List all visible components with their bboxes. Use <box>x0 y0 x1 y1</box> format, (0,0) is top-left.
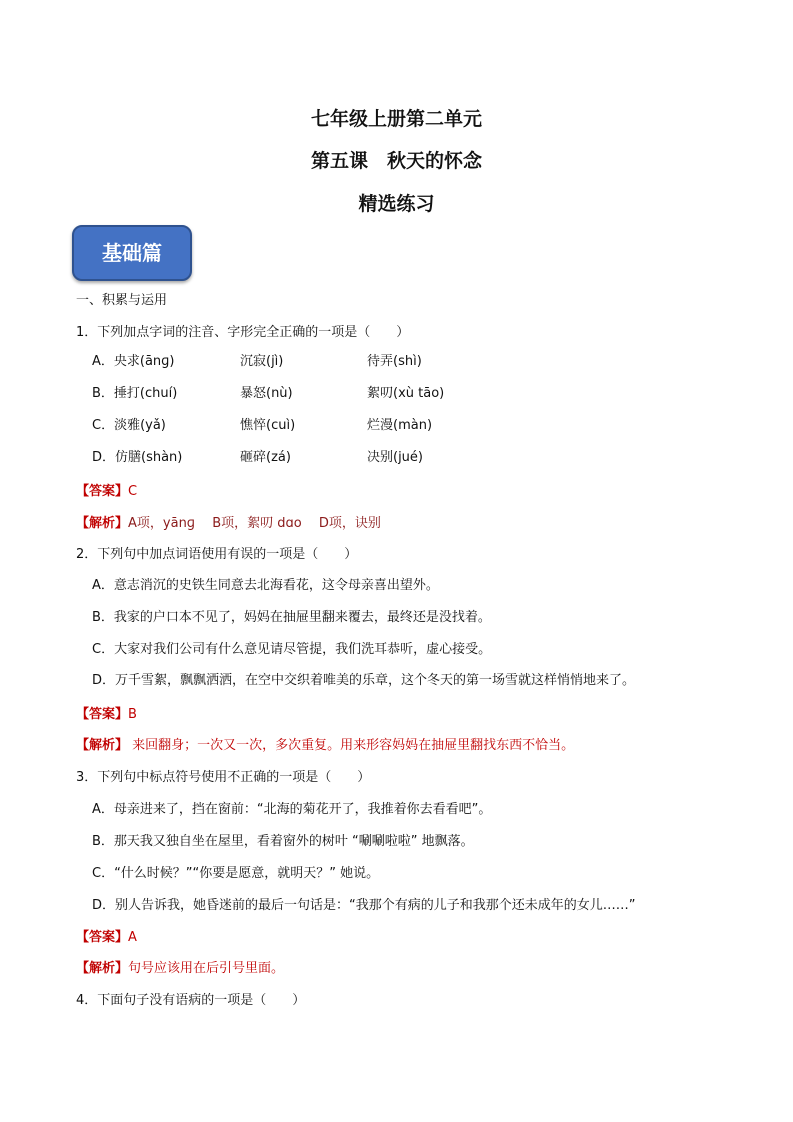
section-badge: 基础篇 <box>72 225 192 281</box>
q1-option-c-2: 憔悴(cuì) <box>240 418 296 433</box>
q2-option-c: C．大家对我们公司有什么意见请尽管提，我们洗耳恭听，虚心接受。 <box>92 642 492 657</box>
q2-answer <box>76 707 137 723</box>
answer-value: C <box>128 484 138 499</box>
q1-option-d-3: 决别(jué) <box>367 450 423 465</box>
q3-option-d: D．别人告诉我，她昏迷前的最后一句话是：“我那个有病的儿子和我那个还未成年的女儿……” <box>92 898 636 913</box>
lesson-title: 第五课 秋天的怀念 <box>310 150 482 172</box>
q1-option-a-3: 待弄(shì) <box>367 354 422 369</box>
exercise-title: 精选练习 <box>358 193 435 215</box>
q2-option-a: A．意志消沉的史铁生同意去北海看花，这令母亲喜出望外。 <box>92 578 439 593</box>
q1-option-a-2: 沉寂(jì) <box>240 354 284 369</box>
q3-answer <box>76 930 137 946</box>
answer-value: A <box>128 930 137 945</box>
q2-option-d: D．万千雪絮，飘飘洒洒，在空中交织着唯美的乐章，这个冬天的第一场雪就这样悄悄地来了。 <box>92 673 636 688</box>
answer-label: 【答案】 <box>76 707 129 722</box>
analysis-label: 【解析】 <box>76 961 129 976</box>
q2-option-b: B．我家的户口本不见了，妈妈在抽屉里翻来覆去，最终还是没找着。 <box>92 610 491 625</box>
analysis-text: 来回翻身；一次又一次，多次重复。用来形容妈妈在抽屉里翻找东西不恰当。 <box>128 738 575 753</box>
q3-analysis <box>76 961 284 977</box>
document-title: 七年级上册第二单元 <box>310 108 482 130</box>
q2-analysis <box>76 738 574 754</box>
answer-label: 【答案】 <box>76 484 129 499</box>
q3-option-b: B．那天我又独自坐在屋里，看着窗外的树叶 “唰唰啦啦” 地飘落。 <box>92 834 474 849</box>
q1-option-d-2: 砸碎(zá) <box>240 450 291 465</box>
section-heading: 一、积累与运用 <box>76 293 168 308</box>
analysis-text: 句号应该用在后引号里面。 <box>128 961 285 976</box>
analysis-text: A项，yānɡ B项，絮叨 dɑo D项，诀别 <box>128 516 381 531</box>
q1-option-a-1: A．央求(ānɡ) <box>92 354 175 369</box>
q1-option-c-3: 烂漫(màn) <box>367 418 433 433</box>
q1-option-c-1: C．淡雅(yǎ) <box>92 418 166 433</box>
question-4-stem: 4．下面句子没有语病的一项是（ ） <box>76 993 306 1008</box>
q3-option-a: A．母亲进来了，挡在窗前：“北海的菊花开了，我推着你去看看吧”。 <box>92 802 492 817</box>
answer-value: B <box>128 707 137 722</box>
q3-option-c: C．“什么时候？”“你要是愿意，就明天？” 她说。 <box>92 866 380 881</box>
question-1-stem: 1．下列加点字词的注音、字形完全正确的一项是（ ） <box>76 325 410 340</box>
q1-answer <box>76 484 137 500</box>
analysis-label: 【解析】 <box>76 738 129 753</box>
question-3-stem: 3．下列句中标点符号使用不正确的一项是（ ） <box>76 770 371 785</box>
q1-option-b-2: 暴怒(nù) <box>240 386 293 401</box>
analysis-label: 【解析】 <box>76 516 129 531</box>
q1-option-b-3: 絮叨(xù tāo) <box>367 386 445 401</box>
q1-option-b-1: B．捶打(chuí) <box>92 386 178 401</box>
answer-label: 【答案】 <box>76 930 129 945</box>
question-2-stem: 2．下列句中加点词语使用有误的一项是（ ） <box>76 547 358 562</box>
q1-analysis <box>76 516 381 532</box>
q1-option-d-1: D．仿膳(shàn) <box>92 450 183 465</box>
